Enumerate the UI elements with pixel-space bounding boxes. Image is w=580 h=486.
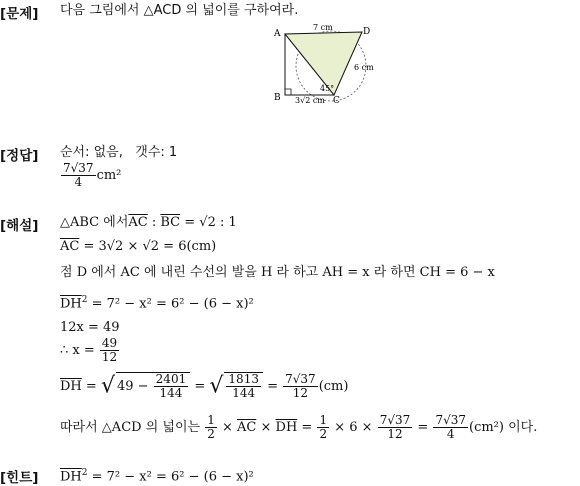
length-cd: 6 cm bbox=[354, 63, 374, 72]
solution-line-2: $\overline{AC} = 3√2 \times √2 = 6(cm)$ bbox=[60, 239, 217, 254]
point-label-d: D bbox=[363, 27, 371, 37]
angle-label: 45° bbox=[320, 84, 335, 93]
hint-line: $\overline{DH}^2 = 7^2 - x^2 = 6^2 - (6 - x)^2$ bbox=[60, 468, 254, 485]
solution-line-1: △ABC 에서$\overline{AC}$ : $\overline{BC} = √2$ : 1 bbox=[60, 215, 237, 230]
point-label-c: C bbox=[333, 96, 340, 106]
solution-label: [해설] bbox=[0, 218, 39, 234]
answer-order-line bbox=[60, 145, 177, 161]
length-ad: 7 cm bbox=[313, 23, 333, 32]
problem-label: [문제] bbox=[0, 6, 39, 22]
solution-line-4: $\overline{DH}^2 = 7^2 - x^2 = 6^2 - (6 - x)^2$ bbox=[60, 295, 254, 312]
hint-label: [힌트] bbox=[0, 470, 39, 486]
answer-value bbox=[60, 162, 121, 189]
answer-label: [정답] bbox=[0, 148, 39, 164]
solution-line-6: ∴ x = $\frac{49}{12}$ bbox=[60, 336, 118, 364]
solution-line-7: $\overline{DH}$ = √ 49 − $\frac{2401}{144}$ = √ $\frac{1813}{144}$ = $\frac{7√37}{12}$ (cm) bbox=[60, 372, 349, 400]
answer-count: 갯수: 1 bbox=[135, 145, 178, 160]
solution-line-3: 점 D 에서 AC 에 내린 수선의 발을 H 라 하고 AH = x 라 하면 CH = 6 − x bbox=[60, 265, 495, 280]
solution-line-5: 12x = 49 bbox=[60, 320, 120, 335]
problem-text: 다음 그림에서 △ACD 의 넓이를 구하여라. bbox=[60, 3, 299, 18]
answer-denominator: 4 bbox=[74, 175, 83, 189]
answer-unit: cm² bbox=[96, 168, 122, 183]
point-label-a: A bbox=[274, 29, 281, 39]
length-bc: 3√2 cm bbox=[295, 96, 325, 105]
triangle-figure bbox=[268, 22, 380, 106]
point-label-b: B bbox=[274, 93, 281, 103]
answer-numerator: 7√37 bbox=[63, 161, 94, 175]
answer-order: 순서: 없음, bbox=[60, 145, 123, 160]
solution-line-8: 따라서 △ACD 의 넓이는 $\frac{1}{2}$ × $\overline{AC} \times \overline{DH}$ = $\frac{1}{2}$ × 6 × $\frac{7√37}{12}$ = $\frac{7√37}{4}$ (cm²) 이다. bbox=[60, 413, 538, 441]
